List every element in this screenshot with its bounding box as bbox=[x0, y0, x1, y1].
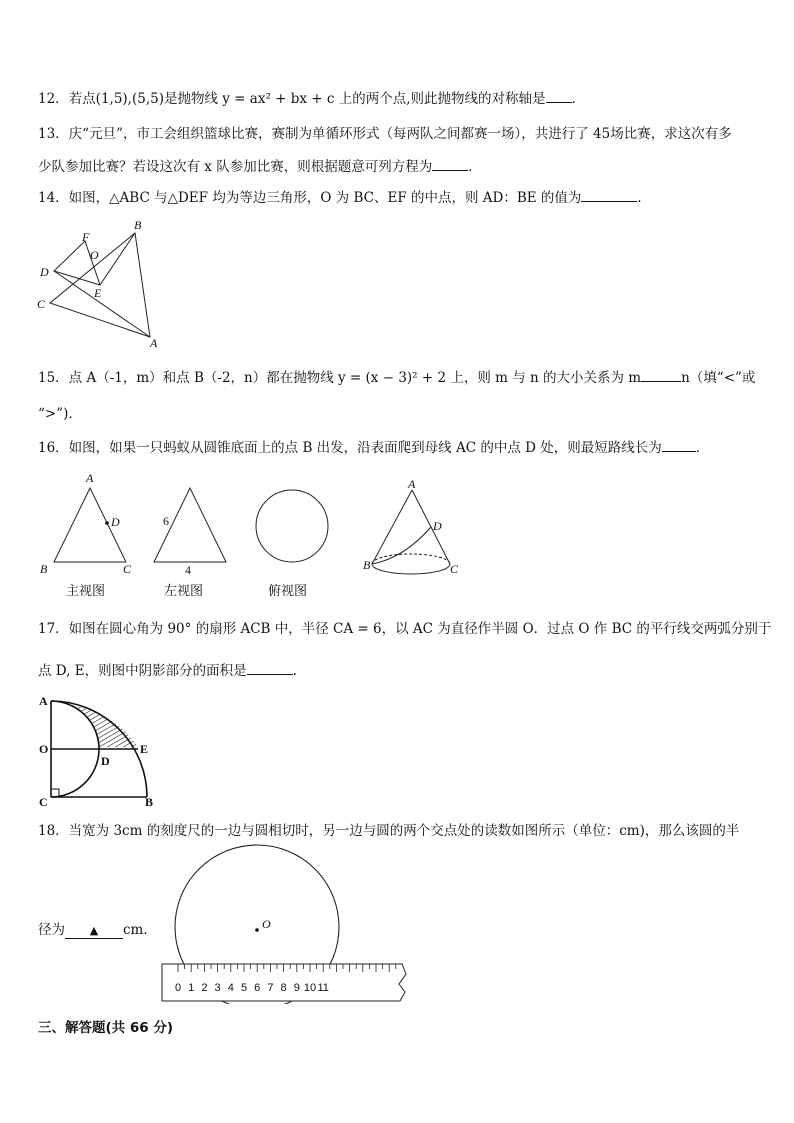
answer-blank bbox=[546, 88, 572, 103]
question-16: 16．如图，如果一只蚂蚁从圆锥底面上的点 B 出发，沿表面爬到母线 AC 的中点 D 处，则最短路线长为 ． bbox=[38, 437, 758, 458]
ruler-number: 3 bbox=[214, 982, 221, 994]
figure-q18-circle-ruler bbox=[158, 824, 413, 1004]
label-b: B bbox=[134, 218, 142, 232]
ruler-number: 6 bbox=[254, 982, 261, 994]
question-18-line-1: 18．当宽为 3cm 的刻度尺的一边与圆相切时，另一边与圆的两个交点处的读数如图所示（单位：cm)，那么该圆的半 bbox=[38, 823, 740, 839]
ruler-number: 7 bbox=[267, 982, 274, 994]
question-14: 14．如图，△ABC 与△DEF 均为等边三角形，O 为 BC、EF 的中点，则 AD：BE 的值为 ． bbox=[38, 187, 758, 208]
figure-q16-views bbox=[36, 470, 476, 580]
front-label-c: C bbox=[123, 562, 132, 576]
segment-be bbox=[100, 233, 135, 285]
base-dimension: 4 bbox=[185, 563, 191, 577]
ruler-number: 1 bbox=[188, 982, 195, 994]
label-f: F bbox=[82, 230, 90, 244]
question-15-line-1: 15．点 A（-1，m）和点 B（-2，n）都在抛物线 y = (x − 3)² + 2 上，则 m 与 n 的大小关系为 m n（填“<”或 bbox=[38, 367, 758, 388]
label-c: C bbox=[37, 297, 46, 311]
sector-label-c: C bbox=[39, 795, 48, 809]
label-a: A bbox=[150, 336, 158, 350]
sector-label-b: B bbox=[145, 795, 154, 809]
question-18-line-2: 径为 ▲ cm． bbox=[38, 922, 157, 938]
question-12: 12．若点(1,5),(5,5)是抛物线 y = ax² + bx + c 上的两个点,则此抛物线的对称轴是 ． bbox=[38, 88, 758, 109]
answer-blank bbox=[662, 437, 696, 452]
point-d-dot bbox=[105, 521, 109, 525]
ruler-number: 5 bbox=[240, 982, 248, 994]
sector-label-d: D bbox=[101, 754, 110, 768]
ruler-number: 11 bbox=[317, 982, 329, 994]
cone-label-c: C bbox=[450, 562, 459, 576]
cone-label-d: D bbox=[433, 519, 442, 533]
answer-blank bbox=[247, 660, 293, 675]
label-e: E bbox=[94, 286, 102, 300]
slant-dimension: 6 bbox=[163, 514, 169, 528]
label-o: O bbox=[90, 248, 99, 262]
front-label-a: A bbox=[86, 471, 94, 485]
front-label-b: B bbox=[40, 562, 48, 576]
answer-blank bbox=[432, 156, 468, 171]
question-17-line-1: 17．如图在圆心角为 90° 的扇形 ACB 中，半径 CA = 6，以 AC 为直径作半圆 O．过点 O 作 BC 的平行线交两弧分别于 bbox=[38, 621, 772, 637]
segment-ad bbox=[54, 271, 150, 337]
ruler-number: 8 bbox=[280, 982, 287, 994]
question-17-line-2: 点 D, E，则图中阴影部分的面积是 . bbox=[38, 660, 758, 681]
ruler-number: 4 bbox=[227, 982, 234, 994]
answer-blank bbox=[641, 367, 681, 382]
answer-blank bbox=[581, 187, 637, 202]
ruler-number: 9 bbox=[293, 982, 300, 994]
cone-label-b: B bbox=[363, 558, 371, 572]
ruler-number: 2 bbox=[201, 982, 208, 994]
center-dot bbox=[255, 928, 259, 932]
top-view-circle bbox=[256, 490, 328, 562]
cone-label-a: A bbox=[408, 477, 416, 491]
question-13-line-1: 13．庆“元旦”，市工会组织篮球比赛，赛制为单循环形式（每两队之间都赛一场），共进行了 45场比赛，求这次有多 bbox=[38, 126, 732, 142]
caption-top-view: 俯视图 bbox=[268, 584, 308, 599]
sector-label-o: O bbox=[39, 742, 49, 756]
ruler-number: 0 bbox=[174, 982, 182, 994]
figure-q14-triangles bbox=[30, 215, 170, 350]
figure-q17-sector bbox=[34, 692, 164, 812]
answer-blank-marker: ▲ bbox=[65, 924, 123, 939]
center-label: O bbox=[262, 917, 271, 931]
sector-label-e: E bbox=[140, 742, 149, 756]
question-13-line-2: 少队参加比赛？若设这次有 x 队参加比赛，则根据题意可列方程为 ． bbox=[38, 156, 758, 177]
shaded-region bbox=[67, 705, 138, 747]
caption-left-view: 左视图 bbox=[164, 584, 204, 599]
label-d: D bbox=[40, 265, 49, 279]
sector-label-a: A bbox=[39, 694, 48, 708]
section-three-heading: 三、解答题(共 66 分) bbox=[38, 1020, 174, 1036]
question-15-line-2: “>”)． bbox=[38, 406, 82, 422]
front-label-d: D bbox=[111, 515, 120, 529]
caption-front-view: 主视图 bbox=[66, 584, 106, 599]
question-12-text: 12．若点(1,5),(5,5)是抛物线 y = ax² + bx + c 上的两个点,则此抛物线的对称轴是 bbox=[38, 91, 546, 107]
ruler-number: 10 bbox=[303, 982, 317, 994]
